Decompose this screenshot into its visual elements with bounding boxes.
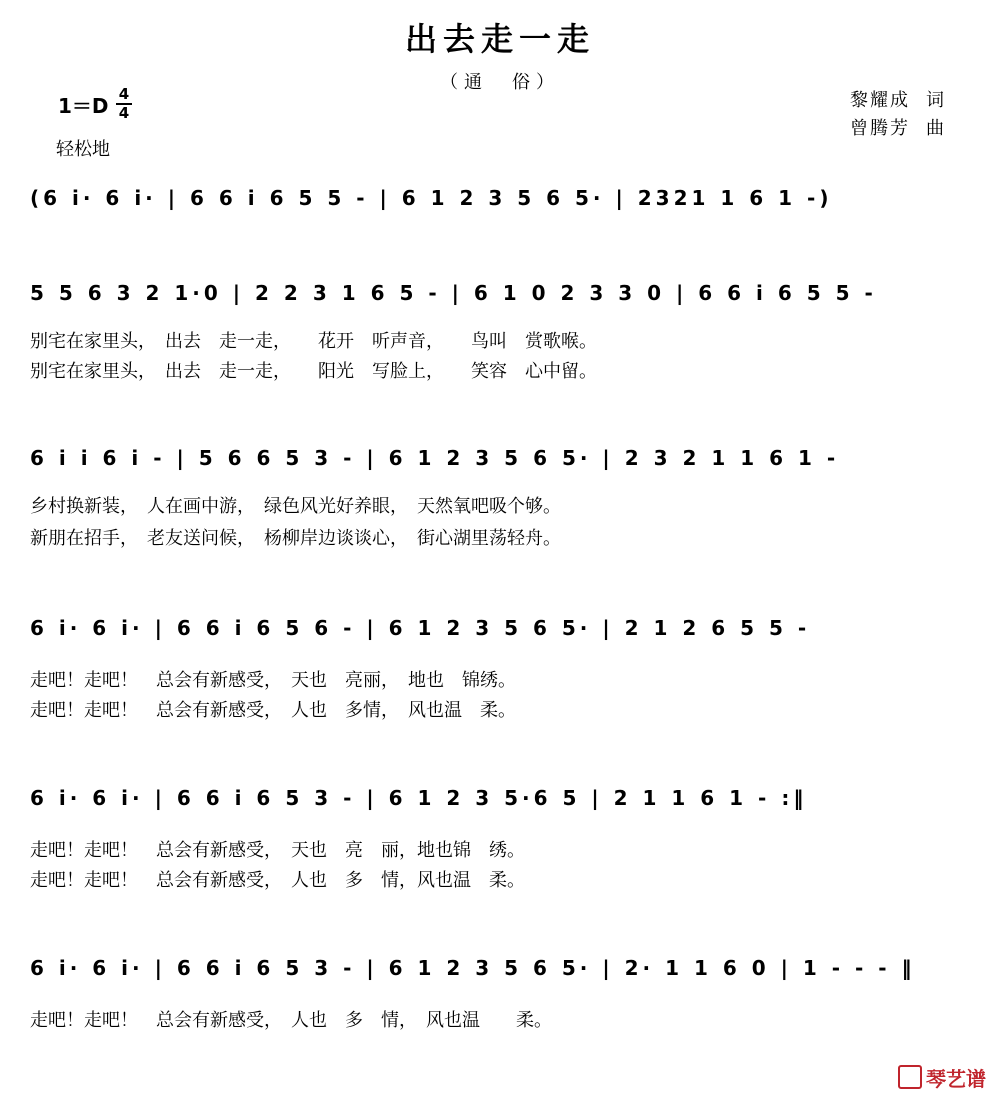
lyric-verse-2: 新朋在招手， 老友送问候， 杨柳岸边谈谈心， 街心湖里荡轻舟。: [30, 528, 561, 549]
lyric-verse-1: 走吧！走吧！ 总会有新感受， 人也 多 情， 风也温 柔。: [30, 1010, 552, 1031]
song-title: 出去走一走: [404, 20, 595, 58]
lyricist-role: 词: [926, 90, 946, 111]
staff-line-6: [0, 950, 1000, 1110]
staff-line-5: [0, 780, 1000, 940]
lyric-verse-1: 走吧！走吧！ 总会有新感受， 天也 亮 丽，地也锦 绣。: [30, 840, 525, 861]
notation-line: (6 i· 6 i· | 6 6 i 6 5 5 - | 6 1 2 3 5 6 5· | 2321 1 6 1 -): [30, 186, 833, 210]
notation-line: 6 i· 6 i· | 6 6 i 6 5 6 - | 6 1 2 3 5 6 5· | 2 1 2 6 5 5 -: [30, 616, 811, 640]
notation-line: 5 5 6 3 2 1·0 | 2 2 3 1 6 5 - | 6 1 0 2 3 3 0 | 6 6 i 6 5 5 -: [30, 281, 877, 305]
lyric-verse-2: 别宅在家里头， 出去 走一走， 阳光 写脸上， 笑容 心中留。: [30, 361, 597, 382]
lyric-verse-1: 走吧！走吧！ 总会有新感受， 天也 亮丽， 地也 锦绣。: [30, 670, 516, 691]
staff-line-3: [0, 440, 1000, 600]
lyric-verse-1: 乡村换新装， 人在画中游， 绿色风光好养眼， 天然氧吧吸个够。: [30, 496, 561, 517]
composer-role: 曲: [926, 118, 946, 139]
staff-line-2: [0, 275, 1000, 435]
lyric-verse-2: 走吧！走吧！ 总会有新感受， 人也 多情， 风也温 柔。: [30, 700, 516, 721]
key-signature: 1＝D: [58, 94, 109, 118]
staff-line-4: [0, 610, 1000, 770]
site-watermark: [898, 1063, 986, 1092]
notation-line: 6 i· 6 i· | 6 6 i 6 5 3 - | 6 1 2 3 5 6 5· | 2· 1 1 6 0 | 1 - - - ‖: [30, 956, 916, 980]
lyric-verse-2: 走吧！走吧！ 总会有新感受， 人也 多 情，风也温 柔。: [30, 870, 525, 891]
notation-line: 6 i i 6 i - | 5 6 6 5 3 - | 6 1 2 3 5 6 5· | 2 3 2 1 1 6 1 -: [30, 446, 840, 470]
composer-name: 曾腾芳: [850, 118, 910, 139]
song-genre: （通 俗）: [440, 72, 560, 93]
notation-line: 6 i· 6 i· | 6 6 i 6 5 3 - | 6 1 2 3 5·6 5 | 2 1 1 6 1 - :‖: [30, 786, 808, 810]
lyric-verse-1: 别宅在家里头， 出去 走一走， 花开 听声音， 鸟叫 赏歌喉。: [30, 331, 597, 352]
lyricist-name: 黎耀成: [850, 90, 910, 111]
time-signature: [116, 86, 132, 122]
watermark-logo-icon: [898, 1065, 922, 1089]
composer-credit: [850, 114, 946, 140]
time-signature-top: 4: [118, 85, 130, 103]
watermark-text: 琴艺谱: [926, 1067, 986, 1091]
tempo-marking: 轻松地: [56, 139, 110, 160]
time-signature-bottom: 4: [118, 104, 130, 122]
lyricist-credit: [850, 86, 946, 112]
